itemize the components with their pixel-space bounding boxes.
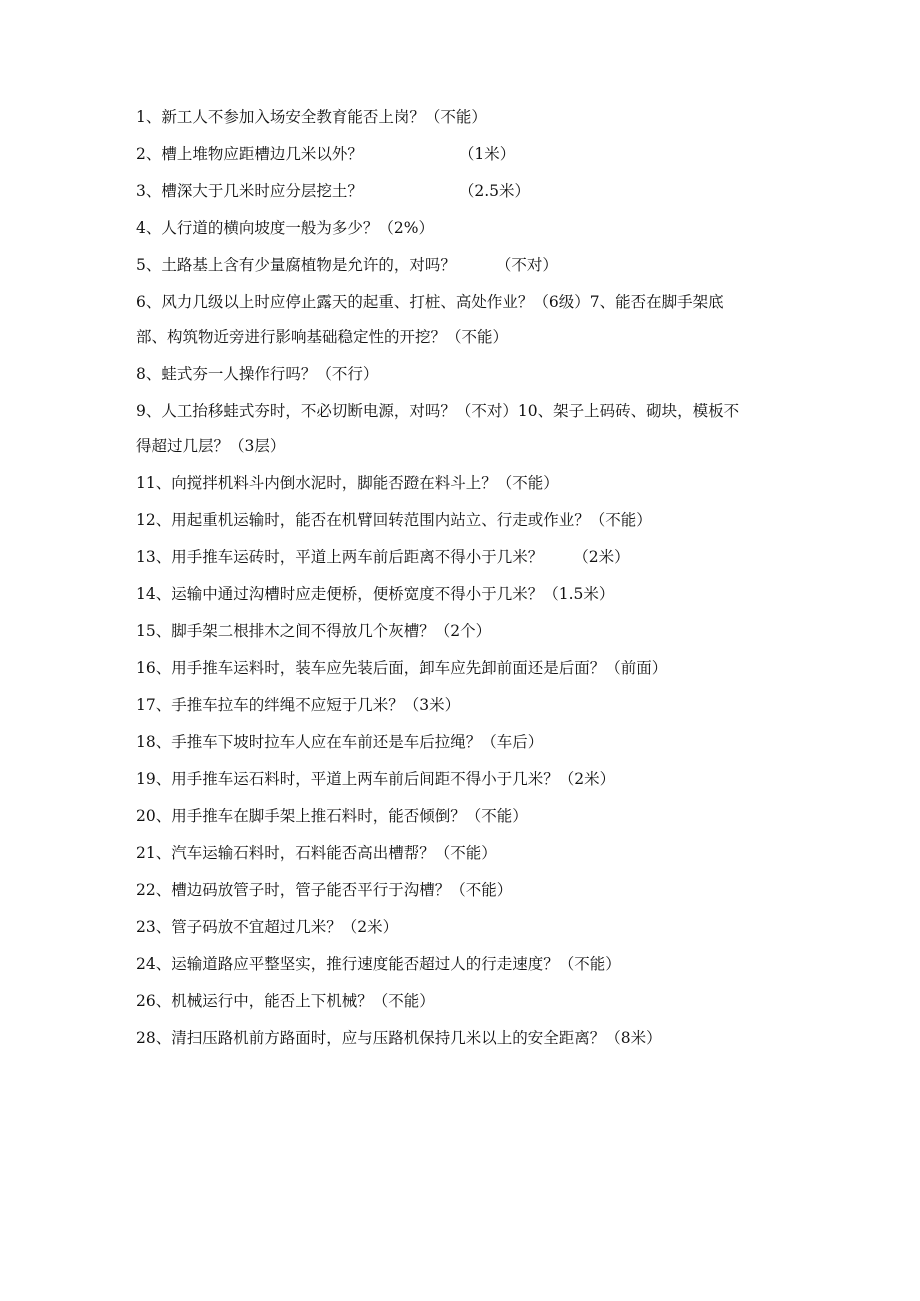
question-text: 19、用手推车运石料时，平道上两车前后间距不得小于几米？ [136,770,559,788]
list-item [136,842,866,865]
answer-text: （不对） [495,256,558,274]
question-text: 2、槽上堆物应距槽边几米以外？ [136,145,363,163]
question-text: 23、管子码放不宜超过几米？ [136,918,342,936]
list-item [136,731,866,754]
list-item [136,657,866,680]
list-item [136,180,866,203]
list-item [136,694,866,717]
list-item [136,472,866,495]
list-item [136,217,866,240]
list-item [136,805,866,828]
answer-text: （1米） [458,145,516,163]
question-text-line1: 6、风力几级以上时应停止露天的起重、打桩、高处作业？（6级）7、能否在脚手架底 [136,293,724,311]
list-item [136,953,866,976]
answer-text: （不能） [450,881,513,899]
question-text: 3、槽深大于几米时应分层挖土？ [136,182,363,200]
answer-text: （不能） [589,511,652,529]
question-text: 15、脚手架二根排木之间不得放几个灰槽？ [136,622,435,640]
question-text: 5、土路基上含有少量腐植物是允许的，对吗？ [136,256,456,274]
answer-text: （不能） [496,474,559,492]
list-item [136,620,866,643]
qa-list [136,106,866,1064]
answer-text: （2米） [341,918,399,936]
question-text: 17、手推车拉车的绊绳不应短于几米？ [136,696,404,714]
answer-text: （8米） [605,1029,662,1047]
question-text-line1: 9、人工抬移蛙式夯时，不必切断电源，对吗？（不对）10、架子上码砖、砌块，模板不 [136,402,740,420]
question-text: 12、用起重机运输时，能否在机臂回转范围内站立、行走或作业？ [136,511,590,529]
answer-text: （不能） [424,108,487,126]
question-text: 26、机械运行中，能否上下机械？ [136,992,373,1010]
question-text: 18、手推车下坡时拉车人应在车前还是车后拉绳？ [136,733,482,751]
list-item [136,254,866,277]
list-item [136,768,866,791]
answer-text: （不能） [372,992,435,1010]
question-text: 1、新工人不参加入场安全教育能否上岗？ [136,108,425,126]
question-text: 14、运输中通过沟槽时应走便桥，便桥宽度不得小于几米？ [136,585,544,603]
list-item [136,509,866,532]
list-item [136,879,866,902]
answer-text: （不能） [558,955,621,973]
question-text: 11、向搅拌机料斗内倒水泥时，脚能否蹬在料斗上？ [136,474,497,492]
answer-text: （2.5米） [458,182,531,200]
list-item [136,363,866,386]
answer-text: （1.5米） [543,585,615,603]
list-item [136,1027,866,1050]
question-text-line2: 部、构筑物近旁进行影响基础稳定性的开挖？（不能） [136,328,509,346]
list-item [136,291,866,349]
answer-text: （不行） [316,365,379,383]
answer-text: （车后） [481,733,544,751]
answer-text: （2米） [573,548,630,566]
question-text: 16、用手推车运料时，装车应先装后面，卸车应先卸前面还是后面？ [136,659,606,677]
answer-text: （2%） [378,219,434,237]
question-text: 21、汽车运输石料时，石料能否高出槽帮？ [136,844,435,862]
list-item [136,106,866,129]
list-item [136,990,866,1013]
answer-text: （不能） [434,844,497,862]
list-item [136,916,866,939]
list-item [136,400,866,458]
answer-text: （不能） [465,807,528,825]
question-text: 13、用手推车运砖时，平道上两车前后距离不得小于几米？ [136,548,544,566]
answer-text: （3米） [403,696,461,714]
question-text: 24、运输道路应平整坚实，推行速度能否超过人的行走速度？ [136,955,559,973]
list-item [136,546,866,569]
question-text: 28、清扫压路机前方路面时，应与压路机保持几米以上的安全距离？ [136,1029,606,1047]
list-item [136,583,866,606]
question-text-line2: 得超过几层？（3层） [136,437,286,455]
list-item [136,143,866,166]
answer-text: （前面） [605,659,668,677]
answer-text: （2米） [558,770,616,788]
question-text: 20、用手推车在脚手架上推石料时，能否倾倒？ [136,807,466,825]
question-text: 4、人行道的横向坡度一般为多少？ [136,219,379,237]
answer-text: （2个） [434,622,492,640]
question-text: 22、槽边码放管子时，管子能否平行于沟槽？ [136,881,451,899]
question-text: 8、蛙式夯一人操作行吗？ [136,365,317,383]
